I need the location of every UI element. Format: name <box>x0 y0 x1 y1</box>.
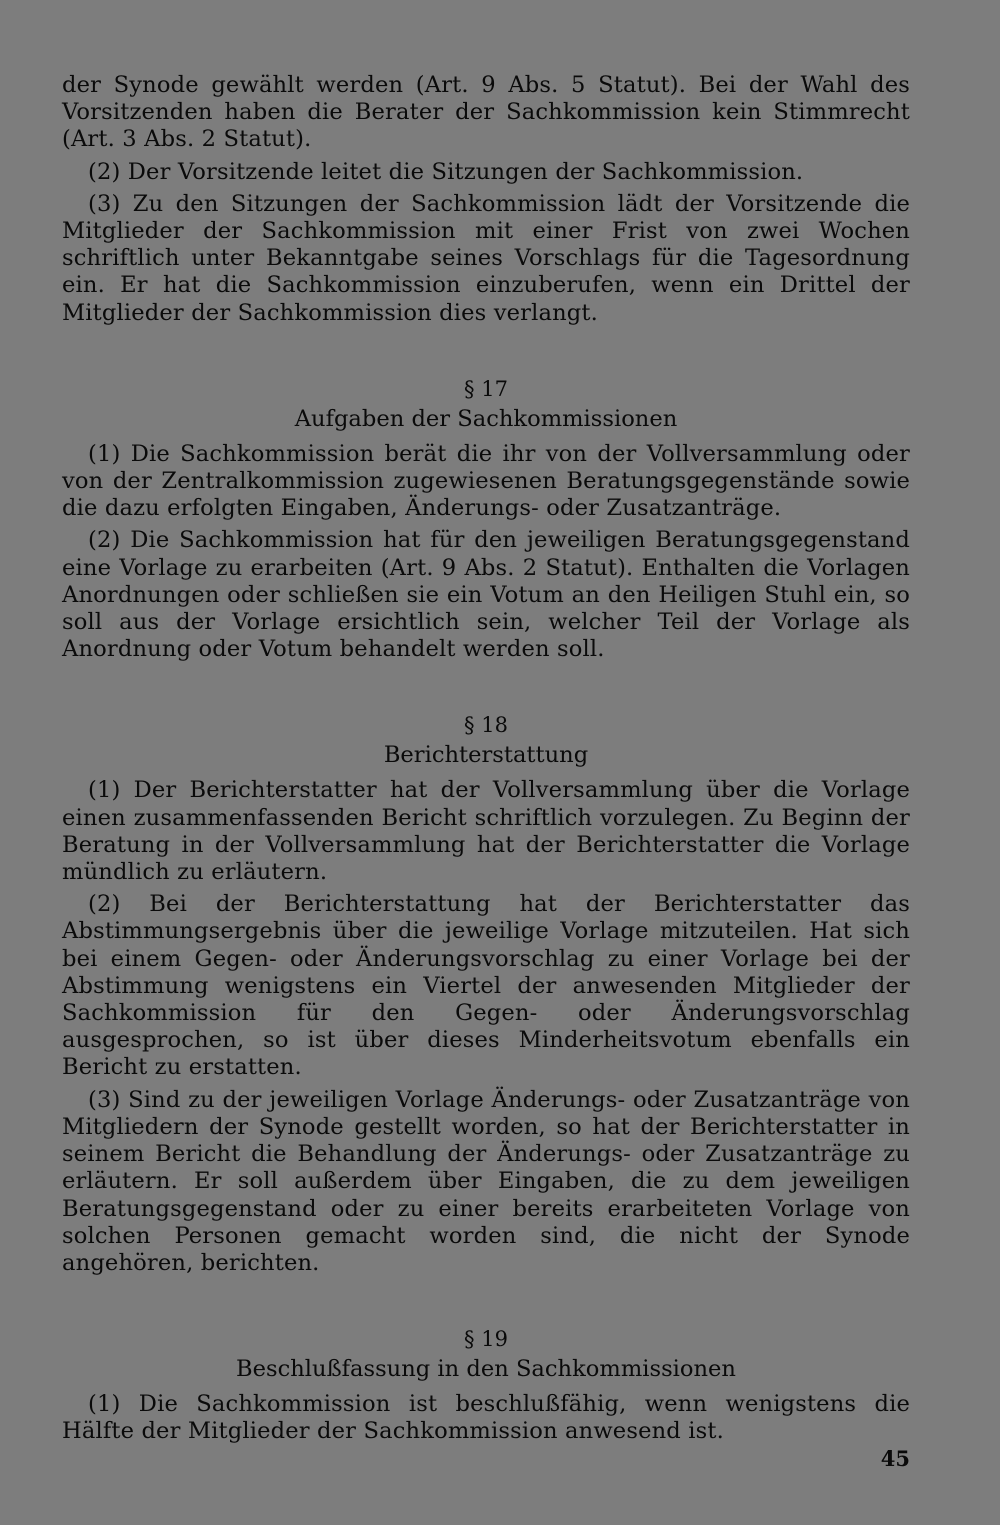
section-19-title: Beschlußfassung in den Sachkommissionen <box>236 1356 736 1383</box>
section-19-number: § 19 <box>464 1327 508 1352</box>
page-number: 45 <box>880 1446 910 1471</box>
paragraph-continuation: der Synode gewählt werden (Art. 9 Abs. 5 Statut). Bei der Wahl des Vorsitzenden haben die Berater der Sachkommission kein Stimmrecht (Art. 3 Abs. 2 Statut). <box>62 72 910 153</box>
section-18-paragraph-3: (3) Sind zu der jeweiligen Vorlage Änderungs- oder Zusatzanträge von Mitgliedern der Synode gestellt worden, so hat der Berichterstatter in seinem Bericht die Behandlung der Änderungs- oder Zusatzanträge zu erläutern. Er soll außerdem über Eingaben, die zu dem jeweiligen Beratungsgegenstand oder zu einer bereits erarbeiteten Vorlage von solchen Personen gemacht worden sind, die nicht der Synode angehören, berichten. <box>62 1086 910 1276</box>
paragraph-2: (2) Der Vorsitzende leitet die Sitzungen der Sachkommission. <box>88 158 804 185</box>
section-17-number: § 17 <box>464 376 508 401</box>
section-17-paragraph-2: (2) Die Sachkommission hat für den jeweiligen Beratungsgegenstand eine Vorlage zu erarbeiten (Art. 9 Abs. 2 Statut). Enthalten die Vorlagen Anordnungen oder schließen sie ein Votum an den Heiligen Stuhl ein, so soll aus der Vorlage ersichtlich sein, welcher Teil der Vorlage als Anordnung oder Votum behandelt werden soll. <box>62 527 910 663</box>
section-17-paragraph-1: (1) Die Sachkommission berät die ihr von der Vollversammlung oder von der Zentralkommission zugewiesenen Beratungsgegenstände sowie die dazu erfolgten Eingaben, Änderungs- oder Zusatzanträge. <box>62 440 910 522</box>
section-18-paragraph-2: (2) Bei der Berichterstattung hat der Berichterstatter das Abstimmungsergebnis über die jeweilige Vorlage mitzuteilen. Hat sich bei einem Gegen- oder Änderungsvorschlag zu einer Vorlage bei der Abstimmung wenigstens ein Viertel der anwesenden Mitglieder der Sachkommission für den Gegen- oder Änderungsvorschlag ausgesprochen, so ist über dieses Minderheitsvotum ebenfalls ein Bericht zu erstatten. <box>62 891 910 1081</box>
paragraph-3: (3) Zu den Sitzungen der Sachkommission lädt der Vorsitzende die Mitglieder der Sachkommission mit einer Frist von zwei Wochen schriftlich unter Bekanntgabe seines Vorschlags für die Tagesordnung ein. Er hat die Sachkommission einzuberufen, wenn ein Drittel der Mitglieder der Sachkommission dies verlangt. <box>62 190 910 326</box>
section-18-paragraph-1: (1) Der Berichterstatter hat der Vollversammlung über die Vorlage einen zusammenfassenden Bericht schriftlich vorzulegen. Zu Beginn der Beratung in der Vollversammlung hat der Berichterstatter die Vorlage mündlich zu erläutern. <box>62 777 910 886</box>
section-17-title: Aufgaben der Sachkommissionen <box>294 405 678 432</box>
section-19-paragraph-1: (1) Die Sachkommission ist beschlußfähig, wenn wenigstens die Hälfte der Mitglieder der Sachkommission anwesend ist. <box>62 1391 910 1445</box>
document-page <box>62 72 910 1451</box>
section-18-title: Berichterstattung <box>383 742 589 769</box>
section-18-number: § 18 <box>464 713 508 738</box>
